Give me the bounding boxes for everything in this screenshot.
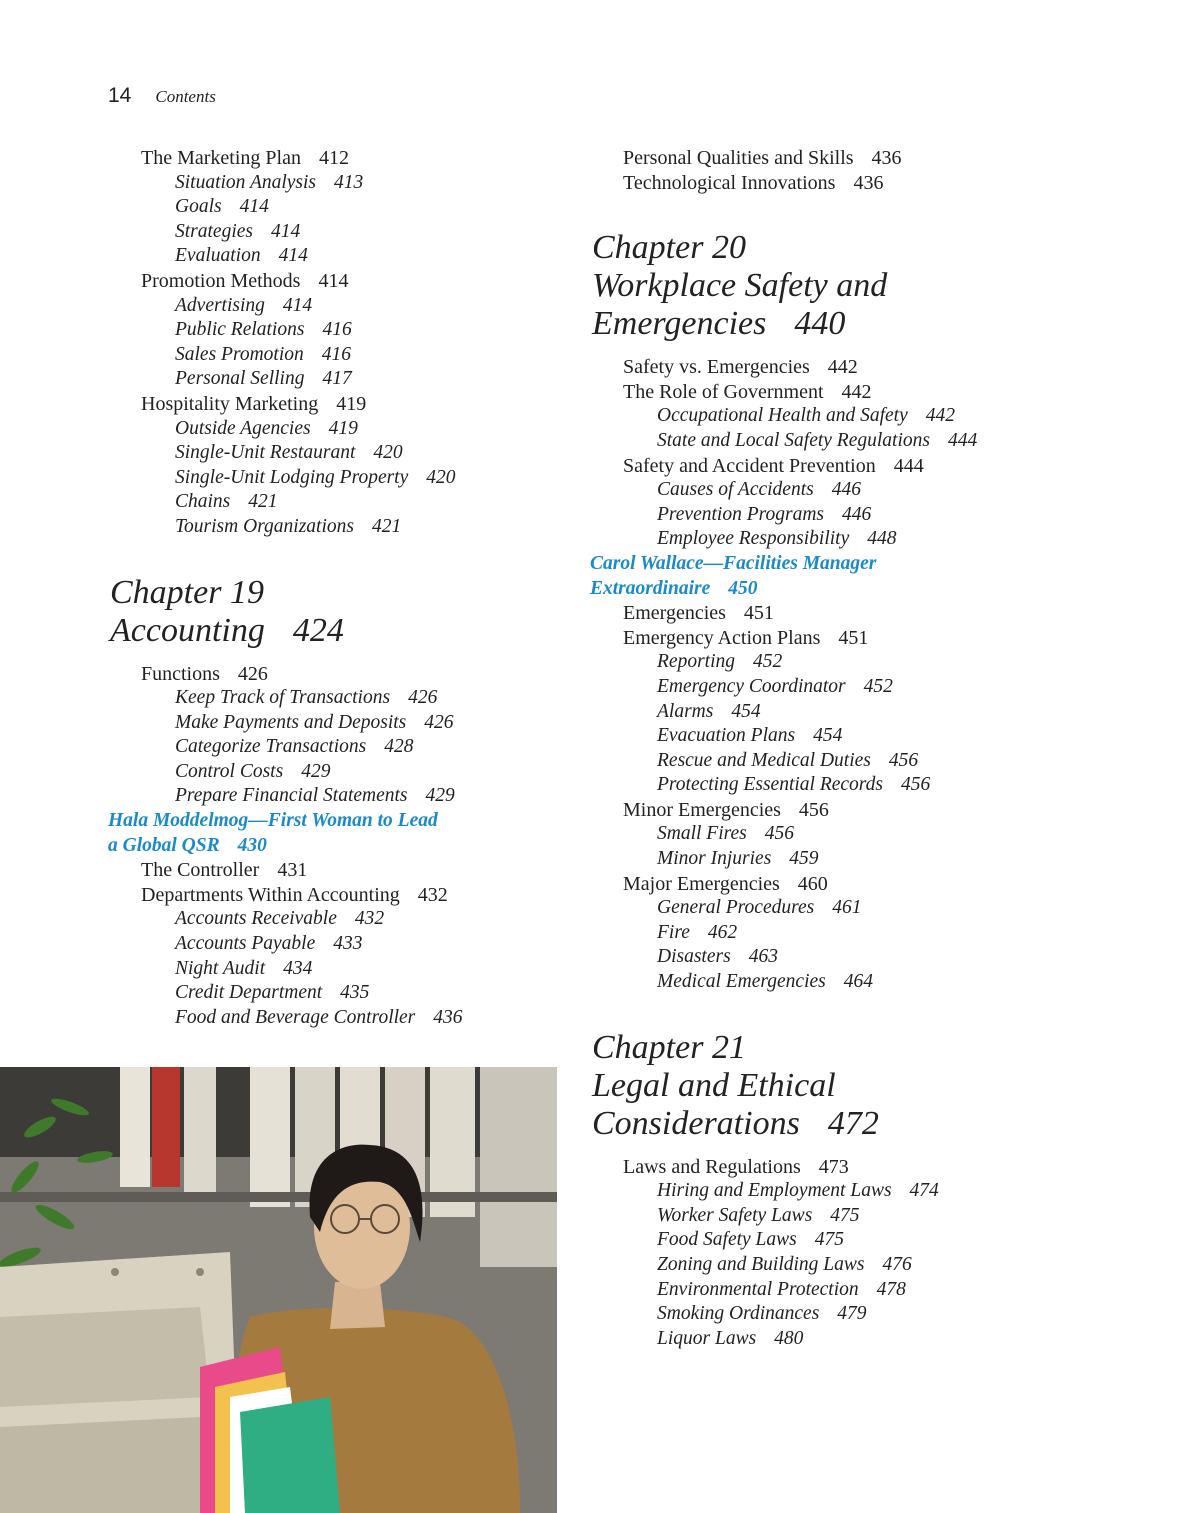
toc-section-entry	[590, 601, 1070, 626]
toc-subsection-entry	[108, 195, 578, 220]
toc-section-entry	[590, 872, 1070, 897]
entry-title: Worker Safety Laws	[657, 1204, 813, 1226]
toc-section-entry	[108, 883, 578, 908]
entry-page-number: 426	[424, 711, 454, 733]
entry-page-number: 474	[909, 1180, 939, 1202]
entry-page-number: 462	[707, 921, 738, 943]
entry-page-number: 432	[417, 883, 448, 906]
toc-section-entry	[108, 392, 578, 417]
entry-page-number: 456	[764, 823, 794, 845]
toc-subsection-entry	[590, 1302, 1070, 1327]
entry-title: Food and Beverage Controller	[175, 1006, 416, 1028]
entry-page-number: 444	[893, 454, 924, 477]
entry-page-number: 456	[798, 798, 829, 821]
toc-section-entry	[590, 454, 1070, 479]
feature-profile-entry	[590, 577, 1070, 602]
entry-title: Reporting	[657, 651, 735, 673]
feature-profile-entry	[108, 809, 578, 834]
entry-title: Emergencies	[623, 602, 726, 625]
toc-subsection-entry	[108, 318, 578, 343]
entry-title: Goals	[175, 196, 222, 218]
entry-page-number: 428	[384, 736, 414, 758]
chapter-title-line	[592, 1105, 1070, 1143]
toc-subsection-entry	[590, 970, 1070, 995]
toc-section-entry	[590, 146, 1070, 171]
toc-subsection-entry	[108, 343, 578, 368]
entry-title: Evaluation	[175, 245, 261, 267]
entry-page-number: 476	[882, 1254, 912, 1275]
toc-subsection-entry	[590, 503, 1070, 528]
chapter-title-text: Accounting	[110, 611, 265, 649]
entry-title: Occupational Health and Safety	[657, 405, 908, 427]
entry-page-number: 416	[321, 343, 351, 365]
toc-subsection-entry	[590, 945, 1070, 970]
toc-subsection-entry	[590, 429, 1070, 454]
toc-section-entry	[590, 380, 1070, 405]
feature-page-number: 450	[728, 577, 758, 599]
entry-title: Promotion Methods	[141, 269, 301, 292]
toc-subsection-entry	[590, 847, 1070, 872]
entry-title: Disasters	[657, 946, 731, 968]
entry-title: Small Fires	[657, 823, 747, 845]
entry-page-number: 426	[237, 662, 268, 685]
entry-page-number: 419	[328, 417, 358, 439]
entry-page-number: 414	[271, 220, 301, 242]
entry-page-number: 480	[774, 1327, 804, 1349]
entry-title: Smoking Ordinances	[657, 1303, 820, 1325]
entry-page-number: 414	[239, 196, 269, 218]
toc-subsection-entry	[108, 367, 578, 392]
toc-subsection-entry	[590, 896, 1070, 921]
entry-title: Accounts Receivable	[175, 908, 337, 930]
toc-section-entry	[590, 626, 1070, 651]
entry-page-number: 442	[925, 405, 955, 427]
toc-subsection-entry	[590, 1327, 1070, 1352]
entry-page-number: 433	[333, 933, 363, 955]
entry-title: Night Audit	[175, 957, 266, 979]
toc-subsection-entry	[108, 220, 578, 245]
chapter-title-line	[592, 305, 1070, 343]
entry-title: State and Local Safety Regulations	[657, 429, 930, 451]
toc-subsection-entry	[590, 822, 1070, 847]
entry-page-number: 446	[831, 479, 861, 501]
entry-title: Laws and Regulations	[623, 1155, 801, 1178]
entry-page-number: 435	[340, 982, 370, 1004]
toc-section-entry	[590, 171, 1070, 196]
toc-subsection-entry	[590, 1253, 1070, 1278]
entry-title: Situation Analysis	[175, 171, 317, 193]
entry-page-number: 478	[876, 1278, 906, 1300]
entry-page-number: 412	[318, 147, 349, 169]
entry-title: Personal Selling	[175, 368, 305, 390]
entry-page-number: 434	[283, 957, 313, 979]
entry-title: Food Safety Laws	[657, 1229, 797, 1251]
toc-section-entry	[590, 798, 1070, 823]
toc-subsection-entry	[590, 749, 1070, 774]
feature-page-number: 430	[237, 834, 267, 856]
entry-page-number: 442	[841, 380, 872, 403]
entry-page-number: 452	[753, 651, 783, 673]
entry-title: Tourism Organizations	[175, 515, 354, 537]
toc-section-entry	[590, 1155, 1070, 1180]
entry-page-number: 420	[373, 442, 403, 464]
toc-subsection-entry	[590, 675, 1070, 700]
entry-title: Outside Agencies	[175, 417, 311, 439]
toc-subsection-entry	[590, 724, 1070, 749]
toc-section-entry	[108, 146, 578, 171]
entry-title: Hiring and Employment Laws	[657, 1180, 892, 1202]
entry-page-number: 436	[853, 171, 884, 194]
entry-page-number: 413	[334, 171, 364, 193]
entry-title: The Marketing Plan	[141, 147, 301, 169]
toc-subsection-entry	[590, 478, 1070, 503]
toc-subsection-entry	[108, 490, 578, 515]
chapter-heading	[110, 574, 578, 650]
entry-title: Zoning and Building Laws	[657, 1254, 865, 1275]
chapter-title-text: Considerations	[592, 1104, 800, 1142]
toc-column-left	[108, 146, 578, 1030]
chapter-title-line	[110, 612, 578, 650]
toc-subsection-entry	[108, 466, 578, 491]
entry-title: Hospitality Marketing	[141, 392, 319, 415]
entry-title: Safety vs. Emergencies	[623, 356, 810, 379]
toc-section-entry	[108, 269, 578, 294]
toc-subsection-entry	[590, 1278, 1070, 1303]
entry-title: Keep Track of Transactions	[175, 687, 391, 709]
entry-page-number: 461	[832, 897, 862, 919]
toc-subsection-entry	[590, 1179, 1070, 1204]
toc-section-entry	[108, 858, 578, 883]
chapter-title-text: Chapter 20	[592, 229, 746, 267]
chapter-title-text: Legal and Ethical	[592, 1066, 836, 1104]
feature-profile-entry	[590, 552, 1070, 577]
chapter-page-number: 472	[827, 1104, 879, 1142]
entry-page-number: 451	[743, 602, 774, 625]
entry-title: Emergency Coordinator	[657, 675, 846, 697]
entry-page-number: 456	[888, 749, 919, 771]
toc-subsection-entry	[108, 932, 578, 957]
entry-title: Prevention Programs	[657, 503, 824, 525]
entry-title: General Procedures	[657, 897, 815, 919]
entry-title: Sales Promotion	[175, 343, 304, 365]
toc-subsection-entry	[108, 735, 578, 760]
entry-page-number: 414	[318, 269, 349, 292]
chapter-title-text: Chapter 19	[110, 573, 264, 611]
entry-page-number: 452	[863, 675, 893, 697]
toc-subsection-entry	[108, 711, 578, 736]
chapter-title-line	[592, 267, 1070, 305]
entry-page-number: 479	[837, 1303, 867, 1325]
entry-page-number: 454	[731, 700, 761, 722]
entry-title: Functions	[141, 662, 220, 685]
entry-title: Major Emergencies	[623, 872, 780, 895]
running-head: Contents	[155, 87, 216, 106]
entry-page-number: 421	[248, 491, 278, 513]
chapter-title-line	[110, 574, 578, 612]
entry-title: Single-Unit Lodging Property	[175, 466, 409, 488]
entry-page-number: 426	[408, 687, 438, 709]
entry-page-number: 444	[947, 429, 978, 451]
entry-title: The Role of Government	[623, 380, 824, 403]
toc-subsection-entry	[108, 1006, 578, 1031]
feature-profile-text: Hala Moddelmog—First Woman to Lead	[108, 810, 438, 832]
entry-title: Single-Unit Restaurant	[175, 442, 356, 464]
entry-page-number: 419	[336, 392, 367, 415]
entry-title: Emergency Action Plans	[623, 626, 821, 649]
toc-list	[590, 355, 1070, 994]
entry-page-number: 416	[322, 319, 352, 341]
entry-page-number: 436	[871, 147, 902, 169]
toc-subsection-entry	[590, 404, 1070, 429]
office-photo	[0, 1067, 557, 1513]
entry-page-number: 414	[282, 294, 313, 316]
toc-section-entry	[108, 662, 578, 687]
entry-page-number: 442	[827, 356, 858, 379]
entry-title: Chains	[175, 491, 231, 513]
toc-subsection-entry	[108, 957, 578, 982]
entry-title: Safety and Accident Prevention	[623, 454, 876, 477]
entry-page-number: 429	[425, 785, 455, 807]
chapter-page-number: 440	[794, 305, 846, 343]
chapter-title-text: Chapter 21	[592, 1028, 746, 1066]
toc-subsection-entry	[590, 921, 1070, 946]
toc-subsection-entry	[108, 784, 578, 809]
entry-title: Liquor Laws	[657, 1327, 757, 1349]
page-number: 14	[108, 84, 132, 107]
chapter-title-line	[592, 1067, 1070, 1105]
entry-title: Strategies	[175, 220, 253, 242]
entry-title: Environmental Protection	[657, 1278, 859, 1300]
entry-page-number: 463	[748, 946, 778, 968]
toc-subsection-entry	[590, 1204, 1070, 1229]
entry-title: Prepare Financial Statements	[175, 785, 408, 807]
entry-page-number: 417	[322, 368, 352, 390]
entry-title: Control Costs	[175, 760, 284, 782]
entry-page-number: 464	[843, 971, 873, 993]
entry-page-number: 420	[426, 466, 456, 488]
feature-profile-text: a Global QSR	[108, 834, 220, 856]
feature-profile-text: Extraordinaire	[590, 577, 711, 599]
page-header	[108, 84, 216, 112]
toc-subsection-entry	[108, 244, 578, 269]
entry-title: Make Payments and Deposits	[175, 711, 407, 733]
entry-title: Credit Department	[175, 982, 323, 1004]
toc-subsection-entry	[108, 907, 578, 932]
toc-list	[590, 146, 1070, 195]
entry-page-number: 446	[842, 503, 872, 525]
toc-subsection-entry	[590, 650, 1070, 675]
entry-page-number: 475	[814, 1229, 844, 1251]
woman-at-computer-illustration	[0, 1067, 557, 1513]
entry-title: Rescue and Medical Duties	[657, 749, 871, 771]
toc-subsection-entry	[108, 760, 578, 785]
chapter-title-text: Emergencies	[592, 305, 767, 343]
toc-subsection-entry	[108, 294, 578, 319]
entry-page-number: 432	[354, 908, 385, 930]
feature-profile-entry	[108, 834, 578, 859]
chapter-title-text: Workplace Safety and	[592, 267, 888, 305]
entry-title: Departments Within Accounting	[141, 883, 400, 906]
toc-subsection-entry	[108, 981, 578, 1006]
entry-title: Minor Emergencies	[623, 798, 781, 821]
entry-title: The Controller	[141, 859, 260, 882]
chapter-page-number: 424	[292, 611, 344, 649]
entry-title: Fire	[657, 921, 690, 943]
entry-title: Categorize Transactions	[175, 736, 367, 758]
entry-title: Causes of Accidents	[657, 479, 814, 501]
entry-title: Evacuation Plans	[657, 725, 796, 747]
entry-page-number: 456	[901, 774, 931, 796]
chapter-title-line	[592, 229, 1070, 267]
entry-page-number: 460	[797, 872, 828, 895]
entry-title: Public Relations	[175, 319, 305, 341]
chapter-heading	[592, 229, 1070, 343]
entry-page-number: 436	[433, 1006, 463, 1028]
entry-page-number: 414	[278, 245, 308, 267]
toc-section-entry	[590, 355, 1070, 380]
toc-subsection-entry	[108, 171, 578, 196]
entry-page-number: 473	[818, 1155, 849, 1178]
toc-list	[108, 662, 578, 1031]
entry-title: Protecting Essential Records	[657, 774, 884, 796]
entry-page-number: 429	[301, 760, 331, 782]
toc-subsection-entry	[590, 700, 1070, 725]
toc-subsection-entry	[108, 686, 578, 711]
entry-page-number: 421	[372, 515, 402, 537]
entry-title: Technological Innovations	[623, 171, 836, 194]
entry-title: Accounts Payable	[175, 933, 316, 955]
entry-title: Alarms	[657, 700, 714, 722]
toc-list	[108, 146, 578, 540]
toc-subsection-entry	[108, 417, 578, 442]
entry-title: Advertising	[175, 294, 265, 316]
toc-list	[590, 1155, 1070, 1352]
toc-column-right	[590, 146, 1070, 1351]
chapter-heading	[592, 1029, 1070, 1143]
toc-subsection-entry	[590, 527, 1070, 552]
entry-title: Employee Responsibility	[657, 528, 850, 550]
feature-profile-text: Carol Wallace—Facilities Manager	[590, 552, 877, 574]
chapter-title-line	[592, 1029, 1070, 1067]
toc-subsection-entry	[108, 515, 578, 540]
entry-page-number: 454	[813, 725, 843, 747]
entry-page-number: 475	[830, 1204, 860, 1226]
entry-page-number: 451	[838, 626, 869, 649]
entry-page-number: 459	[789, 848, 819, 870]
entry-page-number: 448	[867, 528, 897, 550]
toc-subsection-entry	[108, 441, 578, 466]
entry-page-number: 431	[277, 859, 308, 882]
toc-subsection-entry	[590, 1228, 1070, 1253]
entry-title: Minor Injuries	[657, 848, 772, 870]
toc-subsection-entry	[590, 773, 1070, 798]
entry-title: Medical Emergencies	[657, 971, 826, 993]
entry-title: Personal Qualities and Skills	[623, 147, 854, 169]
